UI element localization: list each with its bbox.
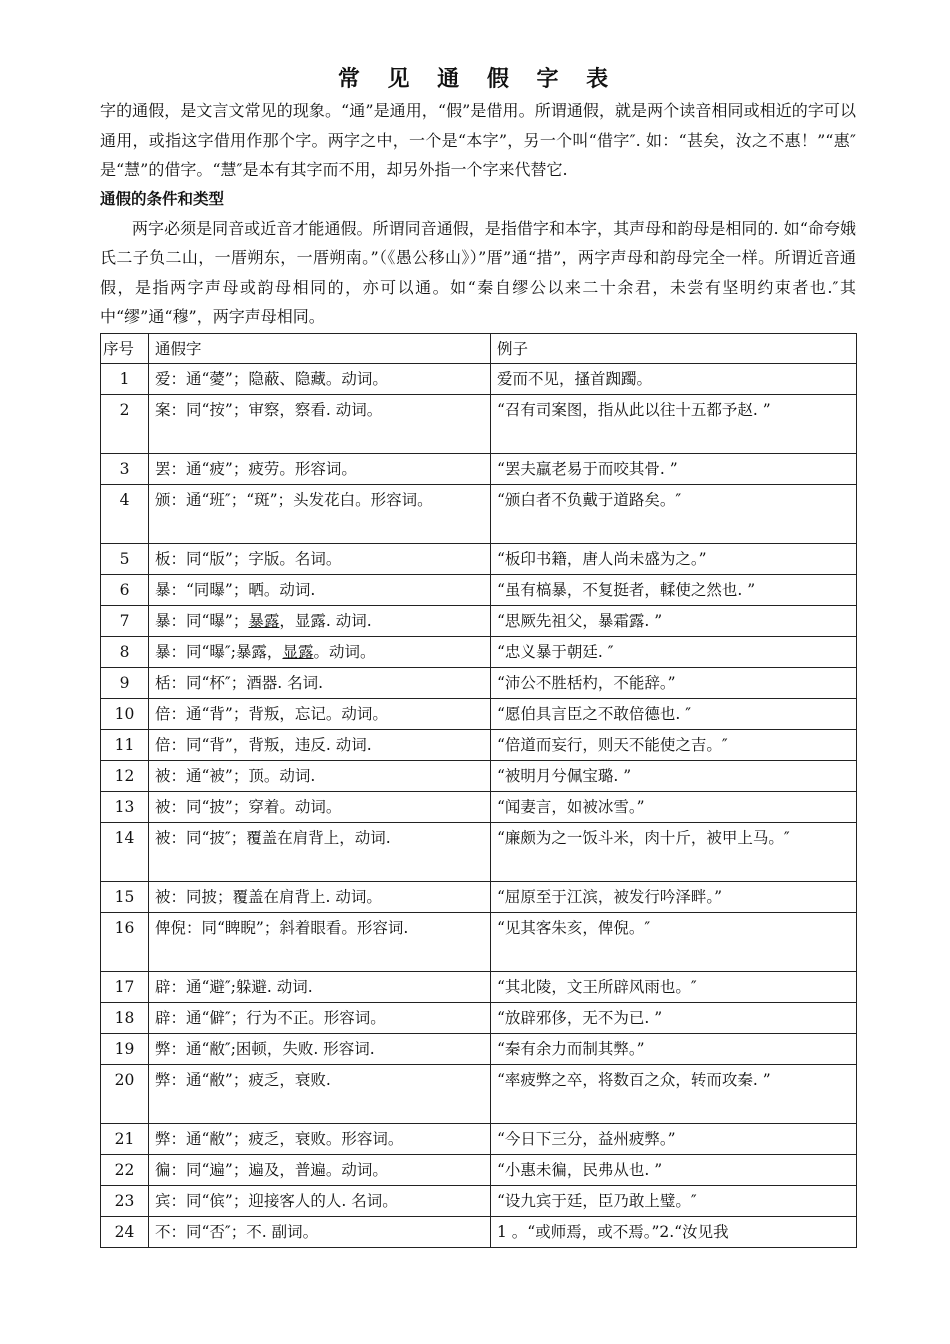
row-number: 8 [101, 636, 149, 667]
row-number: 19 [101, 1033, 149, 1064]
row-char: 被：通“被”；顶。动词. [149, 760, 491, 791]
table-row [101, 971, 857, 1002]
row-example: “罢夫羸老易于而咬其骨. ” [491, 453, 857, 484]
row-number: 9 [101, 667, 149, 698]
row-example: “闻妻言，如被冰雪。” [491, 791, 857, 822]
row-example: “召有司案图，指从此以往十五都予赵. ” [491, 394, 857, 453]
row-number: 6 [101, 574, 149, 605]
header-char: 通假字 [149, 333, 491, 363]
page-title: 常 见 通 假 字 表 [337, 66, 619, 92]
underlined-term: 暴露 [248, 611, 280, 630]
table-row [101, 363, 857, 394]
row-example: “小惠未徧，民弗从也. ” [491, 1154, 857, 1185]
row-number: 7 [101, 605, 149, 636]
row-char: 倍：通“背”；背叛，忘记。动词。 [149, 698, 491, 729]
table-row [101, 667, 857, 698]
table-row [101, 543, 857, 574]
row-example: “虽有槁暴，不复挺者，輮使之然也. ” [491, 574, 857, 605]
table-row [101, 698, 857, 729]
row-number: 16 [101, 912, 149, 971]
row-example: “率疲弊之卒，将数百之众，转而攻秦. ” [491, 1064, 857, 1123]
table-row [101, 1216, 857, 1247]
row-char: 倍：同“背”，背叛，违反. 动词. [149, 729, 491, 760]
row-char: 爱：通“薆”；隐蔽、隐藏。动词。 [149, 363, 491, 394]
row-example: “今日下三分，益州疲弊。” [491, 1123, 857, 1154]
table-row [101, 636, 857, 667]
row-example: “板印书籍，唐人尚未盛为之。” [491, 543, 857, 574]
row-example: “倍道而妄行，则天不能使之吉。″ [491, 729, 857, 760]
table-row [101, 605, 857, 636]
row-char: 辟：通“僻″；行为不正。形容词。 [149, 1002, 491, 1033]
row-char: 案：同“按”；审察，察看. 动词。 [149, 394, 491, 453]
row-example: “思厥先祖父，暴霜露. ” [491, 605, 857, 636]
row-number: 23 [101, 1185, 149, 1216]
row-char: 弊：通“敝”；疲乏，衰败。形容词。 [149, 1123, 491, 1154]
row-number: 3 [101, 453, 149, 484]
row-example: “忠义暴于朝廷. ″ [491, 636, 857, 667]
row-char: 俾倪：同“睥睨”；斜着眼看。形容词. [149, 912, 491, 971]
row-example: “愿伯具言臣之不敢倍德也. ″ [491, 698, 857, 729]
row-char: 板：同“版”；字版。名词。 [149, 543, 491, 574]
row-number: 14 [101, 822, 149, 881]
row-number: 4 [101, 484, 149, 543]
row-example: “见其客朱亥，俾倪。″ [491, 912, 857, 971]
table-row [101, 1064, 857, 1123]
row-example: “设九宾于廷，臣乃敢上璧。″ [491, 1185, 857, 1216]
section-heading: 通假的条件和类型 [100, 189, 225, 208]
row-number: 13 [101, 791, 149, 822]
row-example: “屈原至于江滨，被发行吟泽畔。” [491, 881, 857, 912]
row-number: 15 [101, 881, 149, 912]
row-char: 颁：通“班″；“斑”；头发花白。形容词。 [149, 484, 491, 543]
row-char: 弊：通“敝”；疲乏，衰败. [149, 1064, 491, 1123]
table-row [101, 912, 857, 971]
row-char: 被：同“披”；穿着。动词。 [149, 791, 491, 822]
row-char: 弊：通“敝″;困顿，失败. 形容词. [149, 1033, 491, 1064]
row-number: 20 [101, 1064, 149, 1123]
row-example: “其北陵，文王所辟风雨也。″ [491, 971, 857, 1002]
row-example: “秦有余力而制其弊。” [491, 1033, 857, 1064]
row-number: 18 [101, 1002, 149, 1033]
row-number: 22 [101, 1154, 149, 1185]
row-char: 徧：同“遍”；遍及，普遍。动词。 [149, 1154, 491, 1185]
table-row [101, 822, 857, 881]
row-char: 栝：同“杯″；酒器. 名词. [149, 667, 491, 698]
header-example: 例子 [491, 333, 857, 363]
body-paragraph: 两字必须是同音或近音才能通假。所谓同音通假，是指借字和本字，其声母和韵母是相同的. 如“命夸娥氏二子负二山，一厝朔东，一厝朔南。”（《愚公移山》）”厝”通“措”，两字声母和韵母完全一样。所谓近音通假，是指两字声母或韵母相同的，亦可以通。如“秦自缪公以来二十余君，未尝有坚明约束者也.″其中“缪”通“穆”，两字声母相同。 [100, 218, 856, 326]
row-example: “沛公不胜栝杓，不能辞。” [491, 667, 857, 698]
row-example: 1 。“或师焉，或不焉。”2.“汝见我 [491, 1216, 857, 1247]
document-page [100, 62, 856, 1248]
table-row [101, 484, 857, 543]
row-char: 暴：“同曝”；晒。动词. [149, 574, 491, 605]
header-number: 序号 [101, 333, 149, 363]
row-example: “被明月兮佩宝璐. ” [491, 760, 857, 791]
row-number: 5 [101, 543, 149, 574]
row-char: 不：同“否″；不. 副词。 [149, 1216, 491, 1247]
table-row [101, 791, 857, 822]
row-char: 暴：同“曝″;暴露，显露。动词。 [149, 636, 491, 667]
table-row [101, 881, 857, 912]
row-char: 被：同“披″；覆盖在肩背上，动词. [149, 822, 491, 881]
row-char: 宾：同“傧”；迎接客人的人. 名词。 [149, 1185, 491, 1216]
table-row [101, 394, 857, 453]
row-char: 被：同披；覆盖在肩背上. 动词。 [149, 881, 491, 912]
table-row [101, 1033, 857, 1064]
row-example: “颁白者不负戴于道路矣。″ [491, 484, 857, 543]
row-number: 12 [101, 760, 149, 791]
row-number: 10 [101, 698, 149, 729]
row-char: 暴：同“曝”；暴露，显露. 动词. [149, 605, 491, 636]
underlined-term: 显露 [282, 642, 314, 661]
table-row [101, 760, 857, 791]
row-number: 11 [101, 729, 149, 760]
table-row [101, 729, 857, 760]
row-example: “廉颇为之一饭斗米，肉十斤，被甲上马。″ [491, 822, 857, 881]
row-example: “放辟邪侈，无不为已. ” [491, 1002, 857, 1033]
tongjia-table [100, 333, 857, 1248]
row-number: 2 [101, 394, 149, 453]
table-header-row [101, 333, 857, 363]
table-row [101, 453, 857, 484]
row-example: 爱而不见，搔首踟躅。 [491, 363, 857, 394]
row-number: 1 [101, 363, 149, 394]
row-number: 17 [101, 971, 149, 1002]
table-row [101, 1185, 857, 1216]
table-row [101, 1123, 857, 1154]
row-char: 辟：通“避″;躲避. 动词. [149, 971, 491, 1002]
row-number: 24 [101, 1216, 149, 1247]
intro-paragraph: 字的通假，是文言文常见的现象。“通”是通用，“假”是借用。所谓通假，就是两个读音相同或相近的字可以通用，或指这字借用作那个字。两字之中，一个是“本字”，另一个叫“借字″. 如：“甚矣，汝之不惠！”“惠″是“慧”的借字。“慧″是本有其字而不用，却另外指一个字来代替它. [100, 101, 856, 179]
row-number: 21 [101, 1123, 149, 1154]
table-row [101, 574, 857, 605]
table-row [101, 1154, 857, 1185]
row-char: 罢：通“疲”；疲劳。形容词。 [149, 453, 491, 484]
table-row [101, 1002, 857, 1033]
